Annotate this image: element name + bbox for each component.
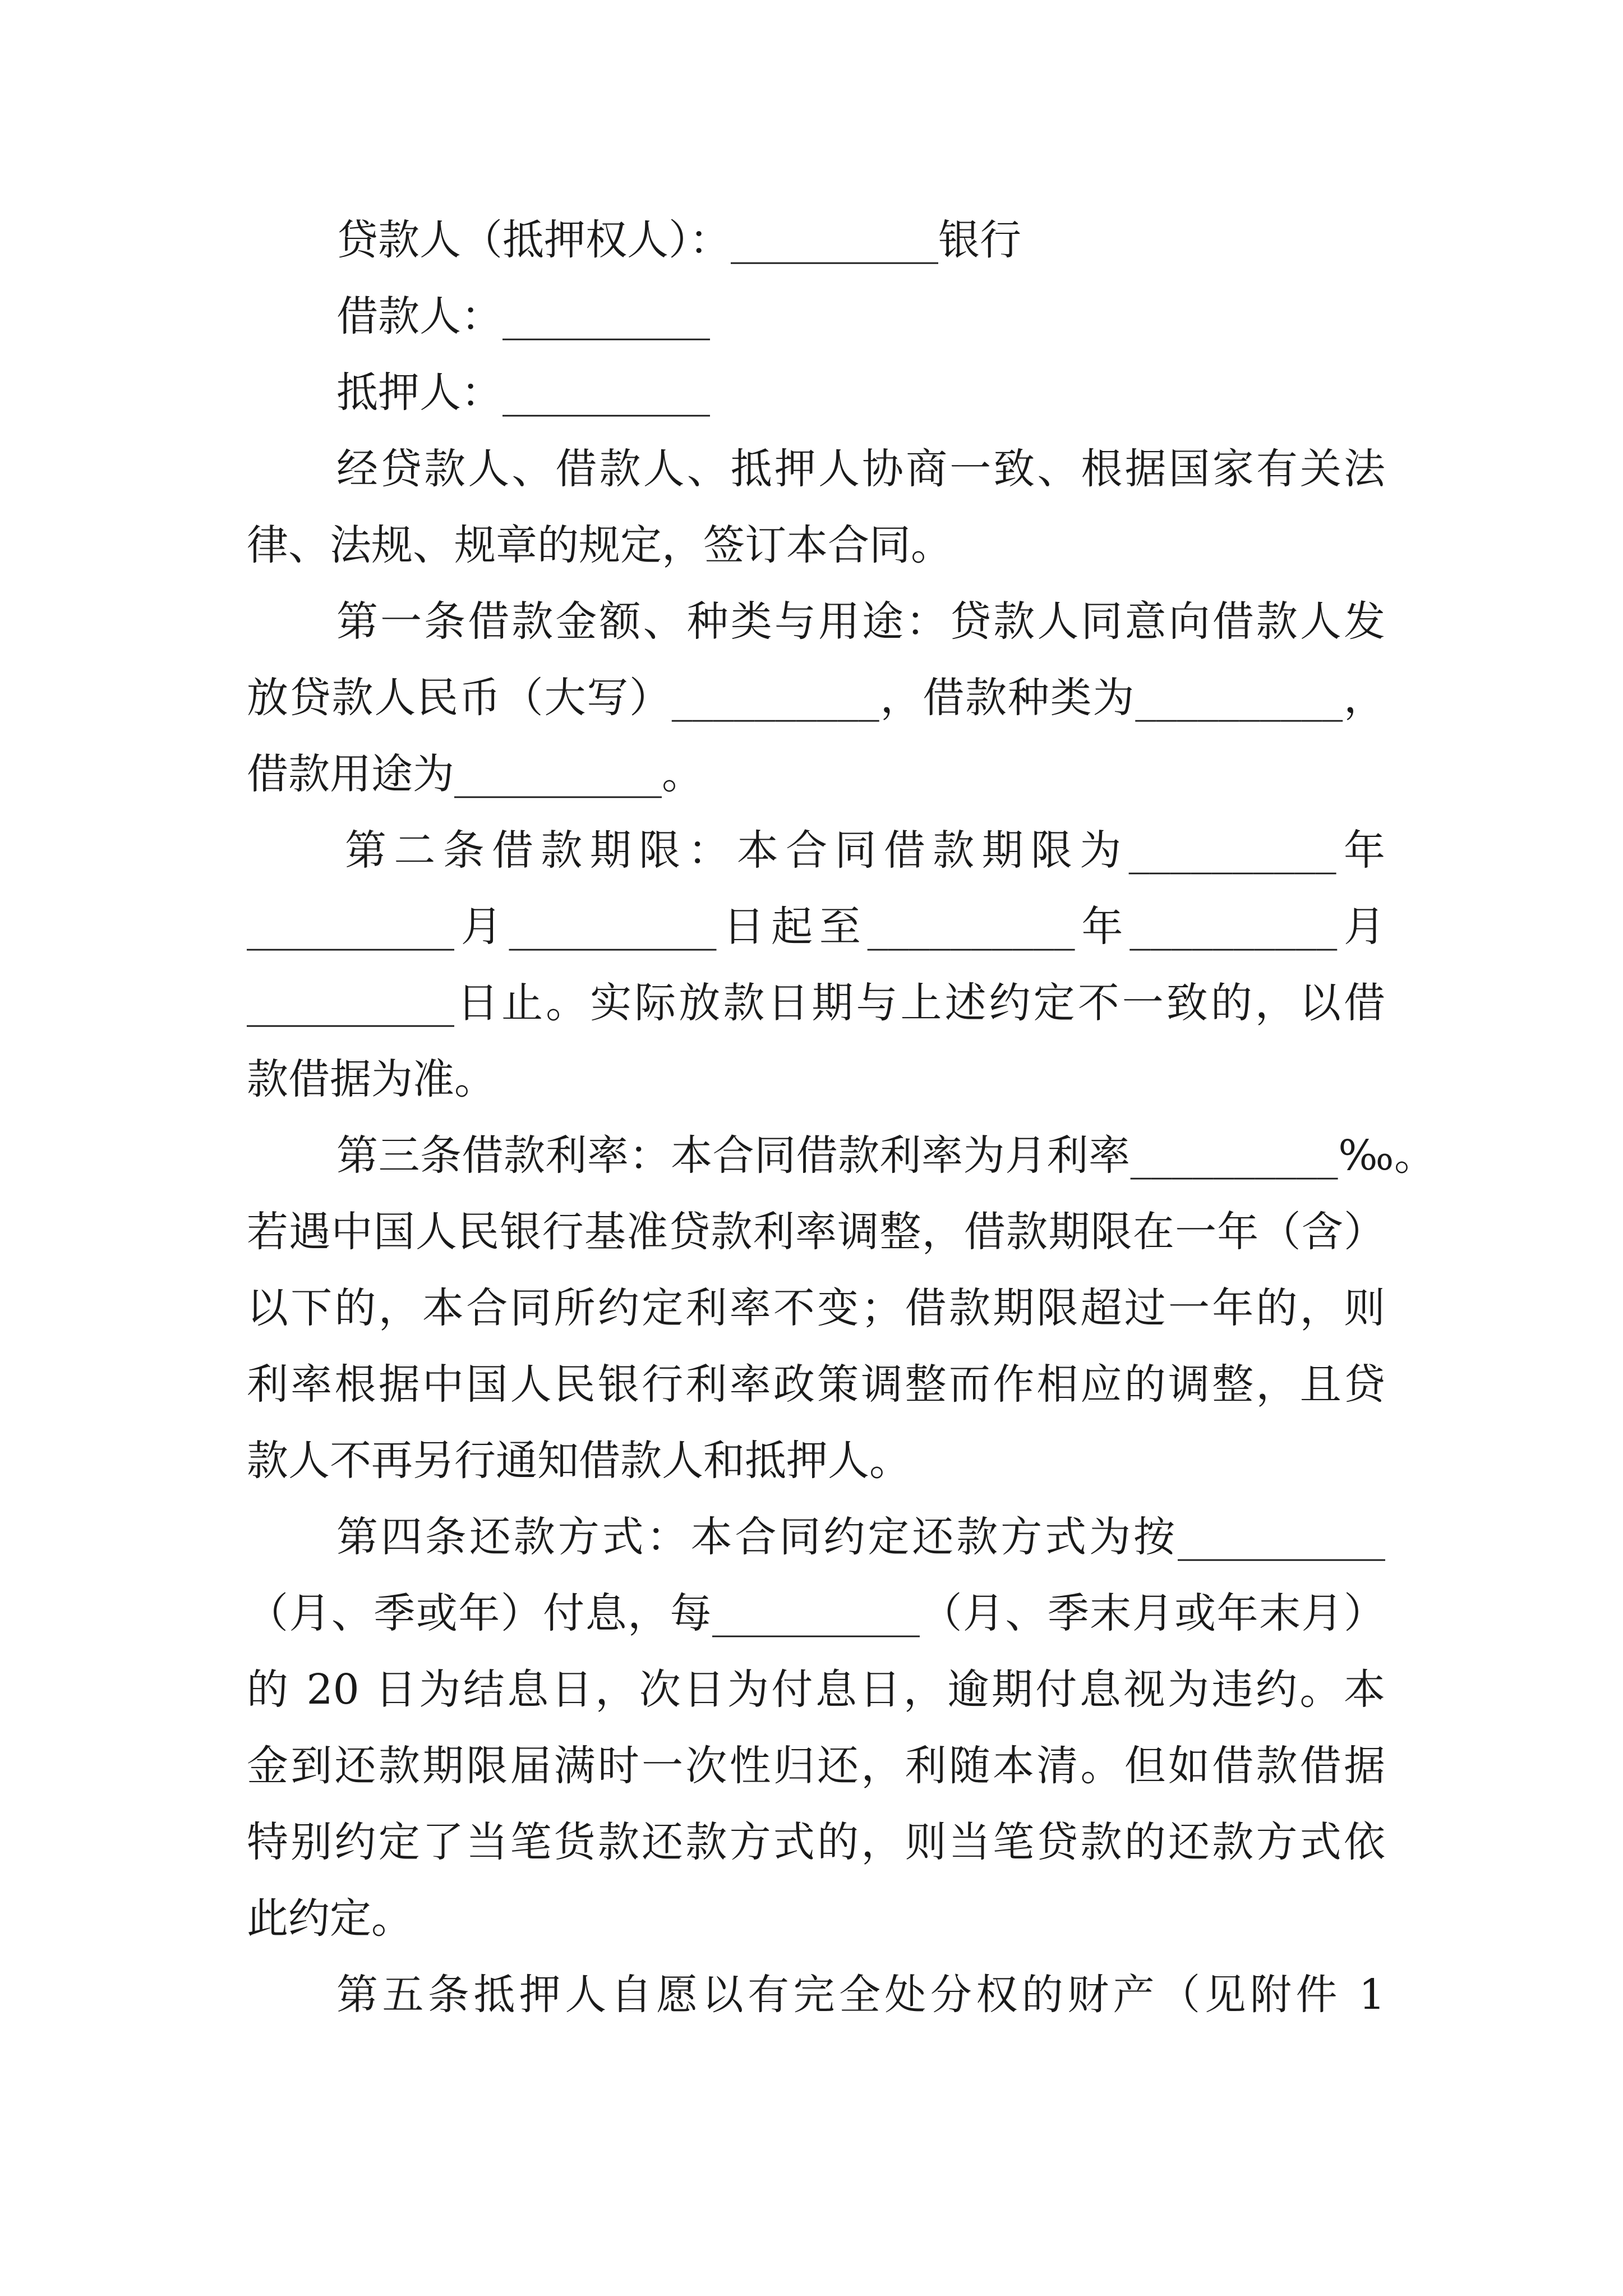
article-3-line-3: 以下的，本合同所约定利率不变；借款期限超过一年的，则 <box>247 1284 1385 1332</box>
article-4-line-2: （月、季或年）付息，每__________（月、季末月或年末月） <box>247 1589 1385 1637</box>
article-2-line-2: __________月__________日起至__________年__________月 <box>247 903 1385 951</box>
article-3-line-4: 利率根据中国人民银行利率政策调整而作相应的调整，且贷 <box>247 1360 1385 1409</box>
article-2-line-1: 第二条借款期限：本合同借款期限为__________年 <box>345 826 1385 875</box>
article-2-line-4: 款借据为准。 <box>247 1055 496 1103</box>
preamble-line-1: 经贷款人、借款人、抵押人协商一致、根据国家有关法 <box>336 445 1385 493</box>
article-3-line-1: 第三条借款利率：本合同借款利率为月利率__________‰。 <box>336 1131 1436 1180</box>
article-2-line-3: __________日止。实际放款日期与上述约定不一致的，以借 <box>247 979 1385 1027</box>
article-4-line-5: 特别约定了当笔货款还款方式的，则当笔贷款的还款方式依 <box>247 1818 1385 1866</box>
article-3-line-2: 若遇中国人民银行基准贷款利率调整，借款期限在一年（含） <box>247 1208 1385 1256</box>
article-4-line-6: 此约定。 <box>247 1894 413 1943</box>
article-1-line-1: 第一条借款金额、种类与用途：贷款人同意向借款人发 <box>336 597 1385 646</box>
article-4-line-4: 金到还款期限届满时一次性归还，利随本清。但如借款借据 <box>247 1742 1385 1790</box>
preamble-line-2: 律、法规、规章的规定，签订本合同。 <box>247 521 952 569</box>
article-1-line-3: 借款用途为__________。 <box>247 750 703 798</box>
borrower-line: 借款人：__________ <box>336 292 710 341</box>
article-4-line-1: 第四条还款方式：本合同约定还款方式为按__________ <box>336 1513 1385 1561</box>
article-3-line-5: 款人不再另行通知借款人和抵押人。 <box>247 1437 911 1485</box>
article-4-line-3: 的 20 日为结息日，次日为付息日，逾期付息视为违约。本 <box>247 1665 1385 1714</box>
article-1-line-2: 放贷款人民币（大写）__________，借款种类为__________， <box>247 674 1385 722</box>
lender-line: 贷款人（抵押权人）：__________银行 <box>336 216 1021 264</box>
mortgagor-line: 抵押人：__________ <box>336 369 710 417</box>
article-5-line-1: 第五条抵押人自愿以有完全处分权的财产（见附件 1 <box>336 1971 1385 2019</box>
